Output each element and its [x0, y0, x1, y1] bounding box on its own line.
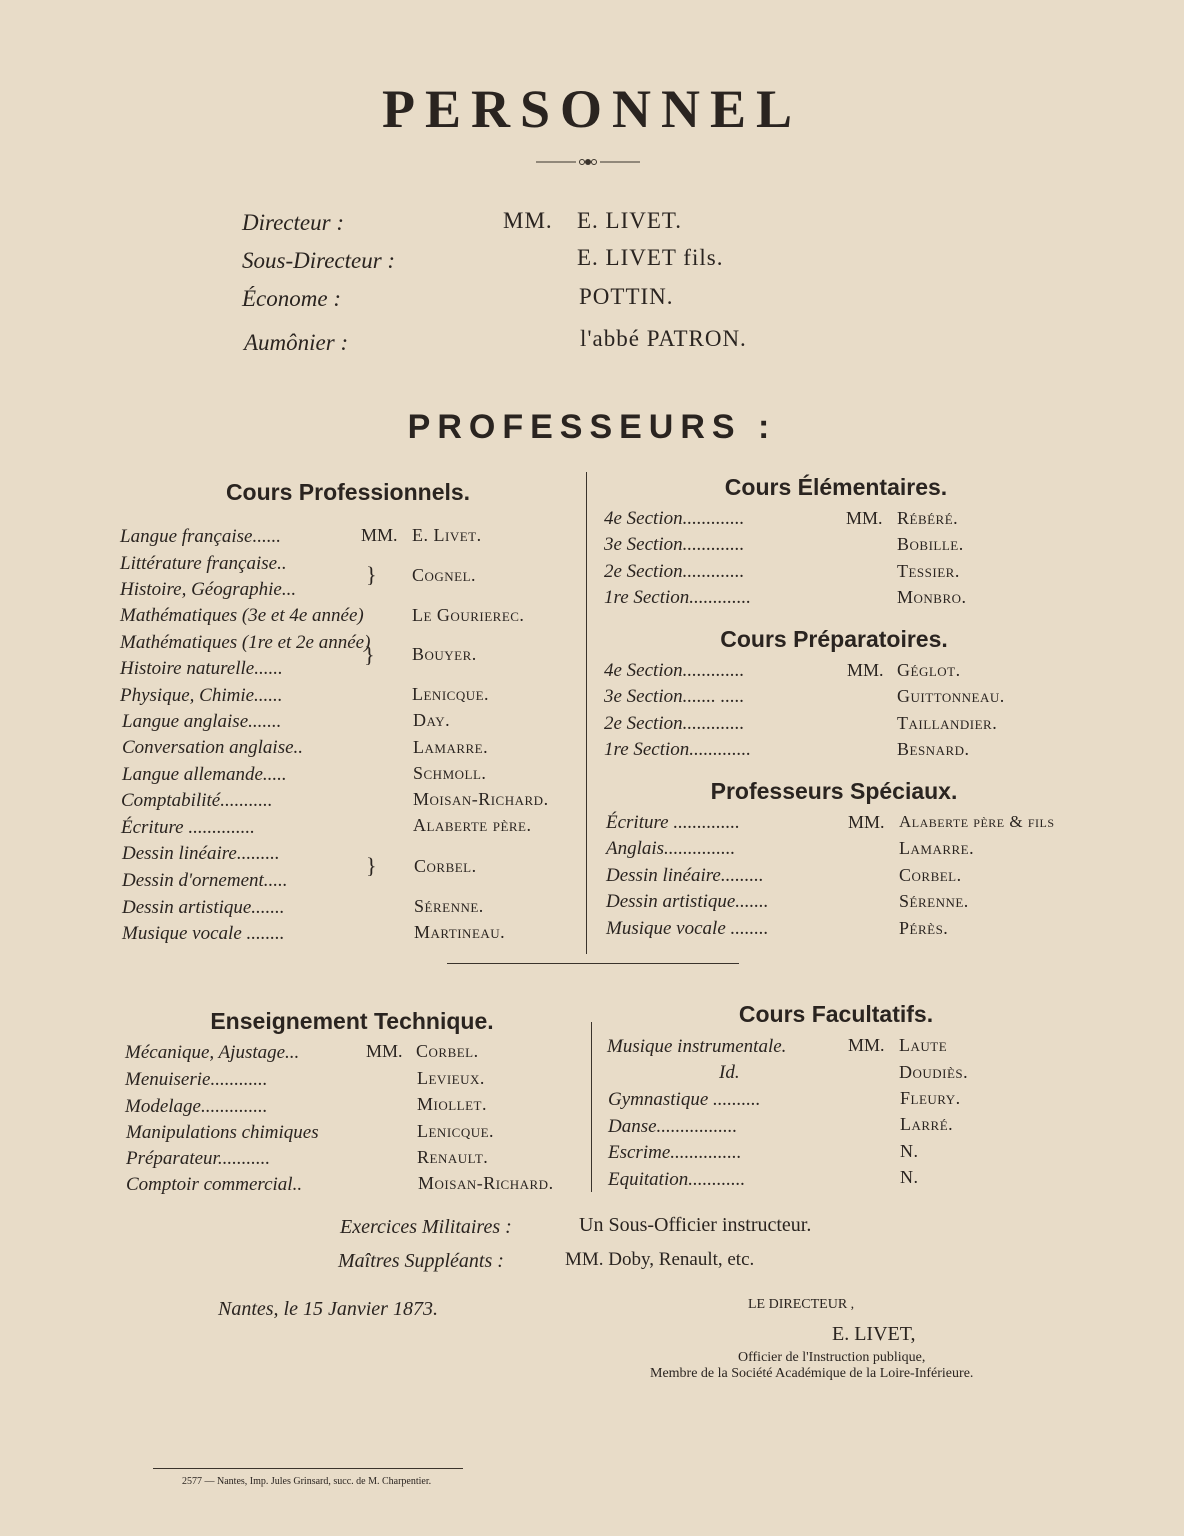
- list-item: Conversation anglaise..: [122, 737, 304, 758]
- mm-prefix: MM.: [366, 1041, 403, 1061]
- cours-professionnels-heading: Cours Professionnels.: [225, 479, 471, 505]
- exercices-label: Exercices Militaires :: [340, 1216, 512, 1238]
- brace-icon: }: [366, 853, 377, 878]
- list-item: Écriture ..............: [606, 812, 740, 833]
- ornament-divider: [536, 157, 640, 167]
- list-item: 1re Section.............: [604, 739, 752, 760]
- teacher-name: Sérenne.: [899, 891, 969, 911]
- list-item: Comptabilité...........: [121, 790, 273, 811]
- printer-imprint: 2577 — Nantes, Imp. Jules Grinsard, succ. de M. Charpentier.: [182, 1476, 432, 1487]
- list-item: Musique vocale ........: [606, 918, 769, 939]
- list-item: Musique vocale ........: [122, 923, 285, 944]
- mm-prefix: MM.: [848, 1035, 885, 1055]
- teacher-name: Bouyer.: [412, 644, 477, 664]
- list-item: Langue française......: [120, 526, 281, 547]
- mm-prefix: MM.: [848, 812, 885, 832]
- teacher-name: Levieux.: [417, 1068, 485, 1088]
- staff-value-directeur: E. LIVET.: [577, 208, 683, 233]
- list-item: 3e Section.............: [604, 534, 745, 555]
- teacher-name: E. Livet.: [412, 525, 482, 545]
- teacher-name: Martineau.: [414, 922, 506, 942]
- list-item: Langue anglaise.......: [122, 711, 282, 732]
- teacher-name: Renault.: [417, 1147, 489, 1167]
- list-item: Physique, Chimie......: [120, 685, 283, 706]
- list-item: Préparateur...........: [126, 1148, 271, 1169]
- list-item: 1re Section.............: [604, 587, 752, 608]
- list-item: 2e Section.............: [604, 713, 745, 734]
- mm-prefix: MM.: [847, 660, 884, 680]
- teacher-name: Tessier.: [897, 561, 960, 581]
- list-item: Menuiserie............: [125, 1069, 268, 1090]
- teacher-name: Cognel.: [412, 565, 477, 585]
- teacher-name: Miollet.: [417, 1094, 487, 1114]
- teacher-name: Géglot.: [897, 660, 961, 680]
- list-item: Gymnastique ..........: [608, 1089, 761, 1110]
- list-item: Escrime...............: [608, 1142, 742, 1163]
- teacher-name: Pérès.: [899, 918, 949, 938]
- list-item: Danse.................: [608, 1116, 738, 1137]
- cours-facultatifs-heading: Cours Facultatifs.: [738, 1001, 934, 1027]
- staff-label-directeur: Directeur :: [242, 210, 344, 235]
- teacher-name: Corbel.: [414, 856, 477, 876]
- list-item: Dessin d'ornement.....: [122, 870, 288, 891]
- list-item: 3e Section....... .....: [604, 686, 745, 707]
- teacher-name: Lamarre.: [899, 838, 975, 858]
- list-item: Dessin artistique.......: [606, 891, 769, 912]
- list-item: Dessin artistique.......: [122, 897, 285, 918]
- list-item: Littérature française..: [120, 553, 287, 574]
- teacher-name: Day.: [413, 710, 451, 730]
- teacher-name: Schmoll.: [413, 763, 487, 783]
- exercices-value: Un Sous-Officier instructeur.: [579, 1214, 812, 1236]
- list-item: Dessin linéaire.........: [606, 865, 764, 886]
- teacher-name: Rébéré.: [897, 508, 959, 528]
- teacher-name: Sérenne.: [414, 896, 484, 916]
- teacher-name: Corbel.: [899, 865, 962, 885]
- teacher-name: Alaberte père & fils: [899, 812, 1055, 831]
- teacher-name: N.: [900, 1167, 919, 1187]
- list-item: Musique instrumentale.: [607, 1036, 787, 1057]
- signature-title-1: Officier de l'Instruction publique,: [738, 1350, 926, 1365]
- teacher-name: Monbro.: [897, 587, 967, 607]
- teacher-name: Doudiès.: [899, 1062, 969, 1082]
- list-item: Écriture ..............: [121, 817, 255, 838]
- list-item: 4e Section.............: [604, 508, 745, 529]
- list-item: Dessin linéaire.........: [122, 843, 280, 864]
- mm-prefix: MM.: [361, 525, 398, 545]
- column-divider: [591, 1022, 592, 1192]
- teacher-name: Taillandier.: [897, 713, 998, 733]
- list-item: Mathématiques (3e et 4e année): [120, 605, 364, 626]
- signature-name: E. LIVET,: [832, 1323, 916, 1345]
- list-item: Anglais...............: [606, 838, 736, 859]
- teacher-name: Laute: [899, 1035, 948, 1055]
- staff-label-sous-directeur: Sous-Directeur :: [242, 248, 396, 273]
- teacher-name: Fleury.: [900, 1088, 961, 1108]
- staff-value-sous-directeur: E. LIVET fils.: [577, 245, 724, 270]
- list-item: Equitation............: [608, 1169, 746, 1190]
- brace-icon: }: [366, 562, 377, 587]
- teacher-name: Larré.: [900, 1114, 954, 1134]
- staff-label-econome: Économe :: [242, 286, 341, 311]
- section-divider: [447, 963, 739, 964]
- teacher-name: Besnard.: [897, 739, 970, 759]
- cours-elementaires-heading: Cours Élémentaires.: [724, 474, 948, 500]
- footer-rule: [153, 1468, 463, 1469]
- teacher-name: Moisan-Richard.: [418, 1173, 554, 1193]
- maitres-label: Maîtres Suppléants :: [338, 1250, 504, 1272]
- signature-title-2: Membre de la Société Académique de la Loire-Inférieure.: [650, 1366, 974, 1381]
- professeurs-heading: PROFESSEURS :: [407, 408, 777, 446]
- staff-value-aumonier: l'abbé PATRON.: [580, 326, 747, 351]
- staff-value-econome: POTTIN.: [579, 284, 674, 309]
- teacher-name: Lenicque.: [417, 1121, 495, 1141]
- mm-prefix: MM.: [846, 508, 883, 528]
- list-item: Mathématiques (1re et 2e année): [120, 632, 371, 653]
- list-item: Id.: [719, 1062, 740, 1083]
- teacher-name: N.: [900, 1141, 919, 1161]
- enseignement-technique-heading: Enseignement Technique.: [210, 1008, 494, 1034]
- list-item: Manipulations chimiques: [126, 1122, 319, 1143]
- professeurs-speciaux-heading: Professeurs Spéciaux.: [710, 778, 958, 804]
- list-item: Modelage..............: [125, 1096, 268, 1117]
- brace-icon: }: [364, 642, 375, 667]
- page-title: PERSONNEL: [381, 79, 803, 139]
- list-item: Histoire, Géographie...: [120, 579, 297, 600]
- date-line: Nantes, le 15 Janvier 1873.: [218, 1298, 438, 1320]
- teacher-name: Guittonneau.: [897, 686, 1005, 706]
- list-item: Langue allemande.....: [122, 764, 287, 785]
- list-item: Comptoir commercial..: [126, 1174, 303, 1195]
- teacher-name: Moisan-Richard.: [413, 789, 549, 809]
- teacher-name: Lamarre.: [413, 737, 489, 757]
- column-divider: [586, 472, 587, 954]
- teacher-name: Lenicque.: [412, 684, 490, 704]
- teacher-name: Le Gourierec.: [412, 605, 525, 625]
- teacher-name: Alaberte père.: [413, 815, 532, 835]
- teacher-name: Bobille.: [897, 534, 964, 554]
- staff-prefix: MM.: [503, 208, 553, 233]
- signature-role: LE DIRECTEUR ,: [748, 1297, 855, 1312]
- teacher-name: Corbel.: [416, 1041, 479, 1061]
- list-item: 2e Section.............: [604, 561, 745, 582]
- staff-label-aumonier: Aumônier :: [244, 330, 349, 355]
- cours-preparatoires-heading: Cours Préparatoires.: [720, 626, 948, 652]
- list-item: Histoire naturelle......: [120, 658, 283, 679]
- list-item: 4e Section.............: [604, 660, 745, 681]
- list-item: Mécanique, Ajustage...: [125, 1042, 300, 1063]
- maitres-value: MM. Doby, Renault, etc.: [565, 1249, 755, 1270]
